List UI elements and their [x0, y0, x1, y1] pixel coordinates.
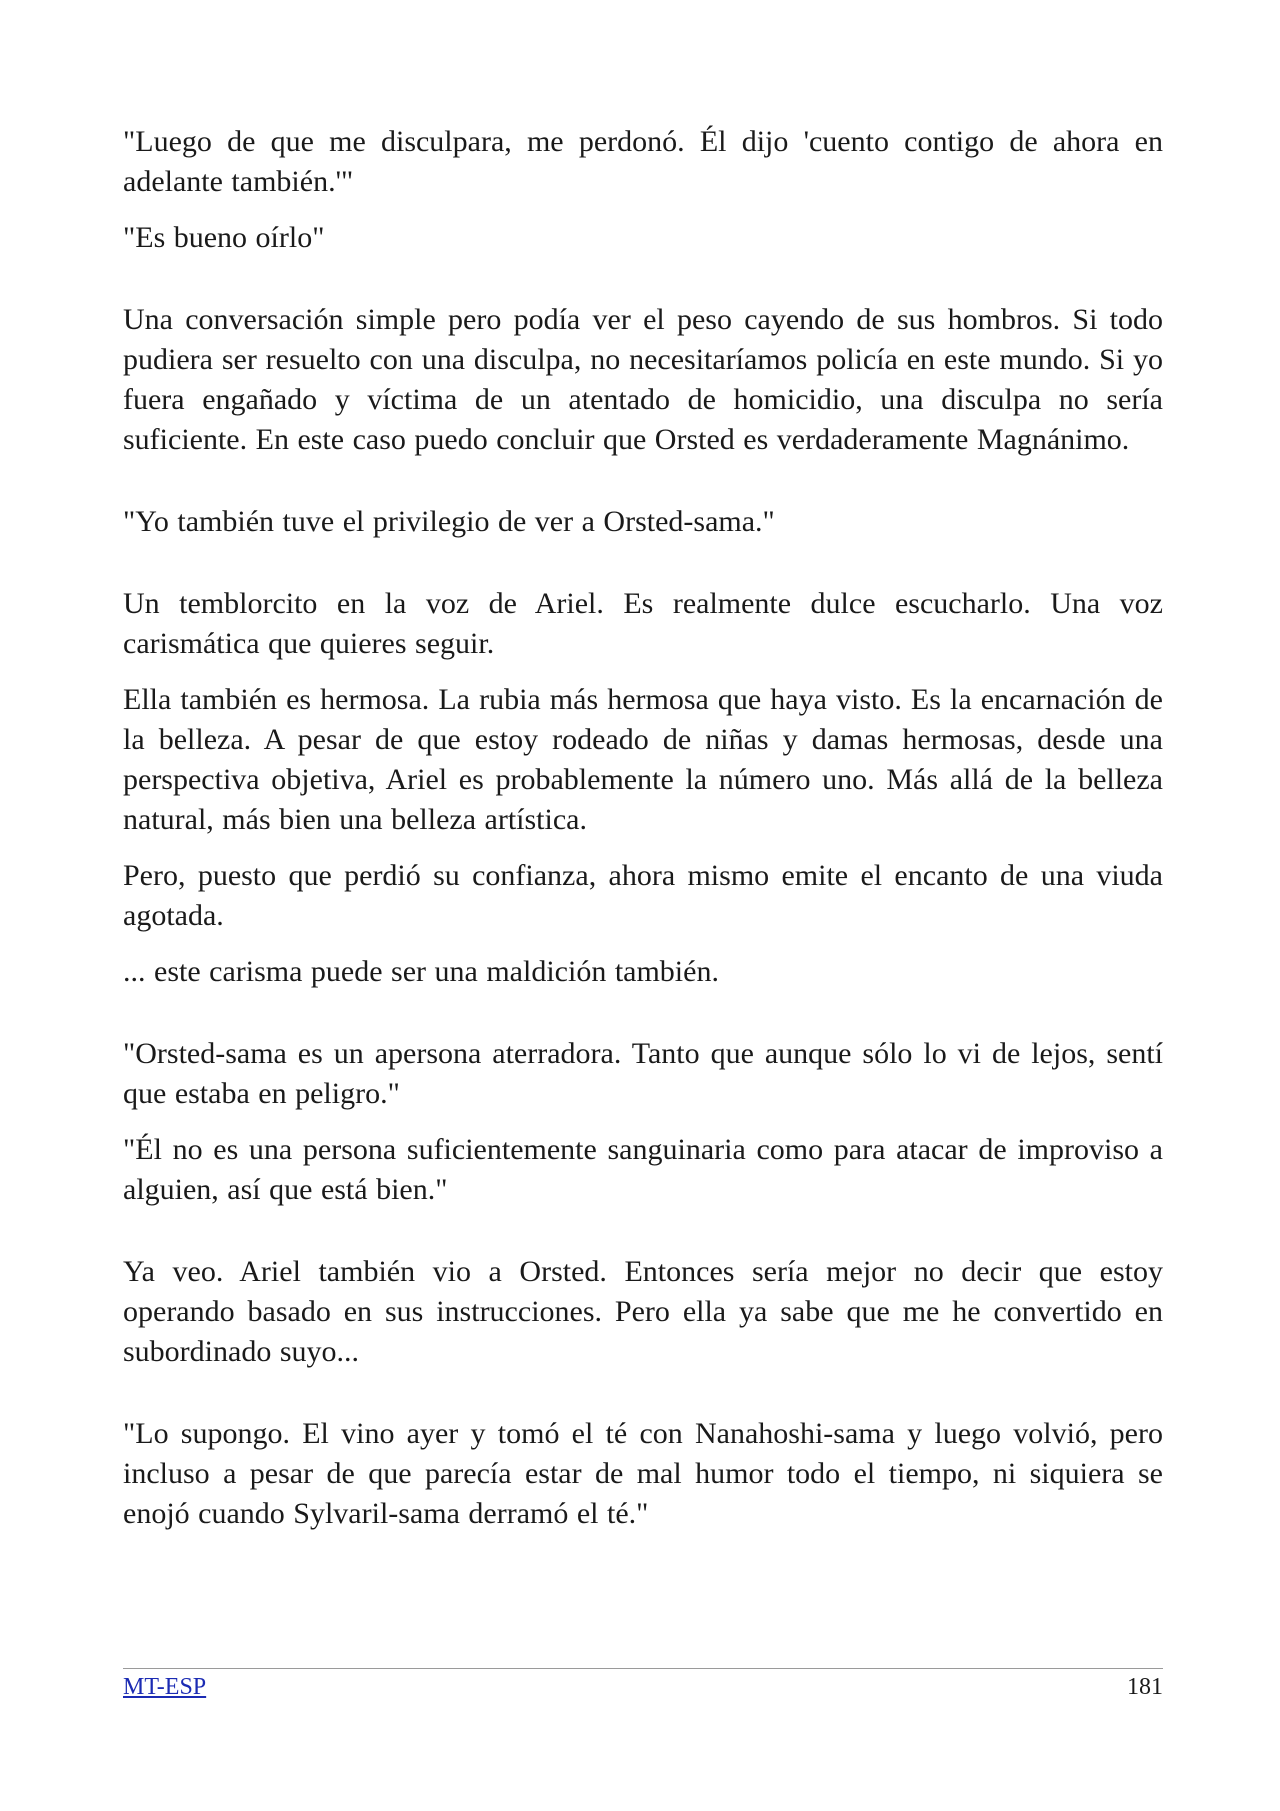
paragraph-8: ... este carisma puede ser una maldición también.: [123, 955, 719, 988]
page-number: 181: [1127, 1674, 1163, 1700]
paragraph-2: "Es bueno oírlo": [123, 221, 325, 254]
paragraph-4: "Yo también tuve el privilegio de ver a Orsted-sama.": [123, 505, 775, 538]
page-body: [123, 122, 1163, 1534]
paragraph-12: "Lo supongo. El vino ayer y tomó el té con Nanahoshi-sama y luego volvió, pero incluso a pesar de que parecía estar de mal humor todo el tiempo, ni siquiera se enojó cuando Sylvaril-sama derramó el té.": [123, 1417, 1163, 1530]
footer-divider: [123, 1668, 1163, 1669]
paragraph-9: "Orsted-sama es un apersona aterradora. Tanto que aunque sólo lo vi de lejos, sentí que estaba en peligro.": [123, 1037, 1163, 1110]
paragraph-5: Un temblorcito en la voz de Ariel. Es realmente dulce escucharlo. Una voz carismática que quieres seguir.: [123, 587, 1163, 660]
footer-site-link[interactable]: MT-ESP: [123, 1674, 207, 1700]
paragraph-11: Ya veo. Ariel también vio a Orsted. Entonces sería mejor no decir que estoy operando basado en sus instrucciones. Pero ella ya sabe que me he convertido en subordinado suyo...: [123, 1255, 1163, 1368]
paragraph-7: Pero, puesto que perdió su confianza, ahora mismo emite el encanto de una viuda agotada.: [123, 859, 1163, 932]
paragraph-6: Ella también es hermosa. La rubia más hermosa que haya visto. Es la encarnación de la belleza. A pesar de que estoy rodeado de niñas y damas hermosas, desde una perspectiva objetiva, Ariel es probablemente la número uno. Más allá de la belleza natural, más bien una belleza artística.: [123, 683, 1163, 836]
paragraph-1: "Luego de que me disculpara, me perdonó. Él dijo 'cuento contigo de ahora en adelante también.'": [123, 125, 1163, 198]
paragraph-3: Una conversación simple pero podía ver el peso cayendo de sus hombros. Si todo pudiera ser resuelto con una disculpa, no necesitaríamos policía en este mundo. Si yo fuera engañado y víctima de un atentado de homicidio, una disculpa no sería suficiente. En este caso puedo concluir que Orsted es verdaderamente Magnánimo.: [123, 303, 1163, 456]
paragraph-10: "Él no es una persona suficientemente sanguinaria como para atacar de improviso a alguien, así que está bien.": [123, 1133, 1163, 1206]
